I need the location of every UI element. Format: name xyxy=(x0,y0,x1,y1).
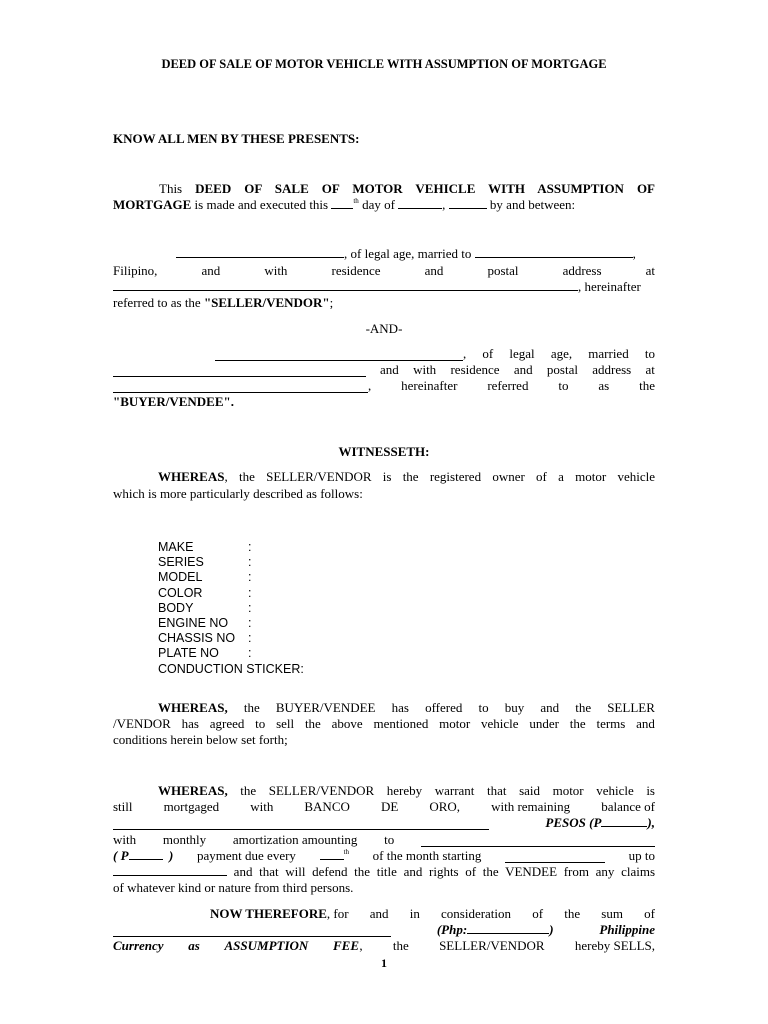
word: SELLER xyxy=(607,700,655,715)
word: has xyxy=(391,700,409,715)
word: postal xyxy=(546,362,578,377)
due-day-blank[interactable] xyxy=(320,848,344,860)
whereas-1-line-1: WHEREAS, the SELLER/VENDOR is the registered owner of a motor vehicle xyxy=(158,469,655,484)
balance-amount-blank[interactable] xyxy=(601,815,647,827)
word: the xyxy=(569,716,586,731)
word: has xyxy=(181,716,199,731)
word: at xyxy=(645,362,655,377)
seller-address-blank[interactable] xyxy=(113,279,578,291)
vehicle-spec-colon: : xyxy=(248,540,252,554)
day-blank[interactable] xyxy=(331,197,353,209)
buyer-address-blank[interactable] xyxy=(113,381,368,393)
amortization-amount-blank[interactable] xyxy=(129,848,163,860)
word: residence xyxy=(331,263,381,278)
buyer-line-3 xyxy=(113,378,655,393)
word: consideration xyxy=(441,906,512,921)
word: , xyxy=(368,378,372,393)
whereas-1-line-2: which is more particularly described as follows: xyxy=(113,486,363,501)
page-number: 1 xyxy=(381,956,387,970)
and-separator: -AND- xyxy=(365,321,403,336)
word: balance of xyxy=(601,799,655,814)
word: with xyxy=(250,799,274,814)
word: above xyxy=(331,716,363,731)
know-all-heading: KNOW ALL MEN BY THESE PRESENTS: xyxy=(113,131,360,146)
word: /VENDOR xyxy=(113,716,171,731)
now-line-2: (Php: ) Philippine xyxy=(113,922,655,937)
vehicle-spec-colon: : xyxy=(248,570,252,585)
word: as xyxy=(598,378,610,393)
buyer-line-2 xyxy=(113,362,655,377)
whereas-2-line-3: conditions herein below set forth; xyxy=(113,732,288,747)
word: to xyxy=(558,378,569,393)
word: to xyxy=(478,700,489,715)
witnesseth-heading: WITNESSETH: xyxy=(338,444,430,459)
vehicle-spec-label: MAKE xyxy=(158,540,194,554)
word: of xyxy=(532,906,544,921)
seller-line-3: , hereinafter xyxy=(113,279,641,294)
vehicle-spec-row xyxy=(158,555,258,570)
word: ORO, xyxy=(429,799,461,814)
word: , xyxy=(463,346,467,361)
word: sell xyxy=(276,716,295,731)
vehicle-spec-label: PLATE NO xyxy=(158,646,219,661)
word: DE xyxy=(380,799,399,814)
word: , for xyxy=(326,906,349,921)
word: the xyxy=(243,700,260,715)
word: Filipino, xyxy=(113,263,158,278)
word: hereinafter xyxy=(401,378,458,393)
word: terms xyxy=(596,716,626,731)
whereas-3-line-4: with monthly amortization amounting to xyxy=(113,832,655,847)
word: of xyxy=(482,346,494,361)
end-date-blank[interactable] xyxy=(113,864,227,876)
seller-line-4: referred to as the "SELLER/VENDOR"; xyxy=(113,295,334,310)
seller-line-2 xyxy=(113,263,655,278)
word: FEE xyxy=(332,938,359,953)
word: agreed xyxy=(209,716,245,731)
word: offered xyxy=(425,700,463,715)
vehicle-spec-colon: : xyxy=(248,616,252,631)
word: and xyxy=(201,263,221,278)
word: the xyxy=(639,378,655,393)
vehicle-spec-colon: : xyxy=(248,646,252,661)
word: the xyxy=(575,700,592,715)
whereas-3-line-3: PESOS (P ), xyxy=(113,815,655,830)
intro-line-1: This DEED OF SALE OF MOTOR VEHICLE WITH ASSUMPTION OF xyxy=(159,181,655,196)
word: BUYER/VENDEE xyxy=(275,700,376,715)
whereas-3-line-6: and that will defend the title and rights of the VENDEE from any claims xyxy=(113,864,655,879)
word: to xyxy=(255,716,266,731)
word: the xyxy=(564,906,581,921)
now-line-1: NOW THEREFORE , for and in consideration of the sum of xyxy=(210,906,655,921)
word: married xyxy=(588,346,629,361)
vehicle-spec-colon: : xyxy=(248,631,252,646)
word: WHEREAS, xyxy=(158,700,228,715)
word: address xyxy=(592,362,632,377)
vehicle-spec-row xyxy=(158,616,258,631)
vehicle-spec-label: BODY xyxy=(158,600,194,615)
vehicle-spec-row xyxy=(158,646,258,661)
seller-name-blank[interactable] xyxy=(176,246,344,258)
amortization-words-blank[interactable] xyxy=(421,835,655,847)
word: postal xyxy=(487,263,519,278)
buyer-role: "BUYER/VENDEE" xyxy=(113,394,231,409)
seller-line-1: , of legal age, married to , xyxy=(176,246,636,261)
seller-role: "SELLER/VENDOR" xyxy=(203,295,330,310)
word: mentioned xyxy=(373,716,429,731)
whereas-3-line-1: WHEREAS, the SELLER/VENDOR hereby warrant that said motor vehicle is xyxy=(158,783,655,798)
word: still xyxy=(113,799,133,814)
whereas-3-line-7: of whatever kind or nature from third persons. xyxy=(113,880,354,895)
word: and xyxy=(380,362,399,377)
word: with xyxy=(264,263,288,278)
buyer-line-4: "BUYER/VENDEE". xyxy=(113,394,234,409)
whereas-3-line-5: ( P ) payment due every $^{th}$ of the month starting up to xyxy=(113,848,655,863)
whereas-3-line-2 xyxy=(113,799,655,814)
word: under xyxy=(529,716,559,731)
word: residence xyxy=(450,362,500,377)
now-line-3: Currency as ASSUMPTION FEE , the SELLER/VENDOR hereby SELLS, xyxy=(113,938,655,953)
vehicle-spec-row xyxy=(158,601,258,616)
fee-words-blank[interactable] xyxy=(113,925,391,937)
word: sum xyxy=(601,906,623,921)
word: age, xyxy=(550,346,573,361)
word: vehicle xyxy=(481,716,519,731)
word: of xyxy=(644,906,655,921)
vehicle-spec-row xyxy=(158,631,258,646)
vehicle-spec-label: ENGINE NO xyxy=(158,616,229,631)
balance-words-blank[interactable] xyxy=(113,818,489,830)
buyer-spouse-blank[interactable] xyxy=(113,365,366,377)
vehicle-spec-label: SERIES xyxy=(158,555,204,570)
word: and xyxy=(513,362,533,377)
buyer-name-blank[interactable] xyxy=(215,349,463,361)
word: ASSUMPTION xyxy=(224,938,309,953)
word: motor xyxy=(439,716,471,731)
word: BANCO xyxy=(304,799,350,814)
vehicle-spec-row xyxy=(158,570,258,585)
intro-line-2: MORTGAGE is made and executed this $^{th}$ day of , by and between: xyxy=(113,197,576,212)
word: legal xyxy=(509,346,535,361)
word: and xyxy=(424,263,444,278)
year-blank[interactable] xyxy=(449,197,487,209)
document-title: DEED OF SALE OF MOTOR VEHICLE WITH ASSUMPTION OF MORTGAGE xyxy=(161,57,607,71)
buyer-line-1 xyxy=(215,346,655,361)
word: in xyxy=(409,906,420,921)
start-date-blank[interactable] xyxy=(505,851,605,863)
word: as xyxy=(188,938,200,953)
whereas-2-line-2 xyxy=(113,716,655,731)
word: referred xyxy=(487,378,529,393)
vehicle-spec-label: CHASSIS NO xyxy=(158,631,236,646)
word: Currency xyxy=(113,938,164,953)
vehicle-spec-colon: : xyxy=(248,600,252,615)
vehicle-spec-row xyxy=(158,586,258,601)
seller-spouse-blank[interactable] xyxy=(475,246,633,258)
fee-amount-blank[interactable] xyxy=(467,922,549,934)
word: with remaining xyxy=(491,799,571,814)
whereas-2-line-1 xyxy=(158,700,655,715)
vehicle-spec-colon: : xyxy=(248,555,252,570)
vehicle-spec-row xyxy=(158,540,258,555)
vehicle-spec-colon: : xyxy=(248,585,252,600)
word: and xyxy=(369,906,389,921)
vehicle-spec-list xyxy=(158,540,304,677)
vehicle-spec-row xyxy=(158,661,304,677)
word: at xyxy=(645,263,655,278)
vehicle-spec-label: CONDUCTION STICKER: xyxy=(158,661,304,676)
word: and xyxy=(540,700,560,715)
word: address xyxy=(562,263,602,278)
word: mortgaged xyxy=(163,799,220,814)
deed-name: DEED OF SALE OF MOTOR VEHICLE WITH ASSUMPTION OF xyxy=(195,181,655,196)
word: with xyxy=(413,362,437,377)
word: the xyxy=(304,716,321,731)
month-blank[interactable] xyxy=(398,197,442,209)
vehicle-spec-label: MODEL xyxy=(158,570,203,585)
word: to xyxy=(644,346,655,361)
word: and xyxy=(636,716,655,731)
vehicle-spec-label: COLOR xyxy=(158,585,203,600)
vehicle-spec-colon xyxy=(248,662,258,677)
word: buy xyxy=(504,700,525,715)
